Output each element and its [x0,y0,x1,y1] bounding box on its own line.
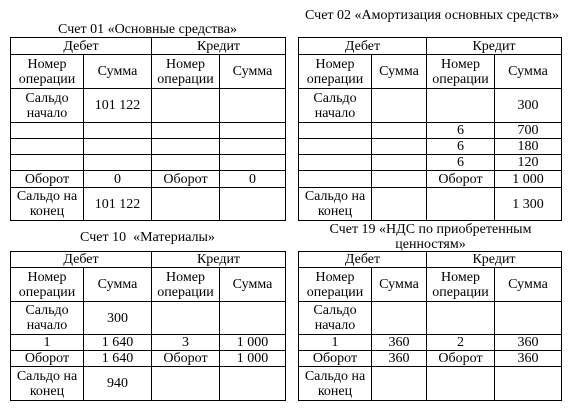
debit-op-cell [11,123,84,139]
op-number-header: Номер операции [152,55,220,89]
debit-amount-cell [372,89,427,123]
credit-op-cell [427,89,495,123]
amount-header: Сумма [372,55,427,89]
amount-header: Сумма [495,55,562,89]
debit-op-cell: Сальдо на конец [299,188,372,221]
amount-header: Сумма [372,268,427,302]
credit-amount-cell: 360 [495,335,562,351]
credit-op-cell: 6 [427,139,495,155]
amount-header: Сумма [495,268,562,302]
account-table [10,251,286,401]
debit-amount-cell [372,155,427,171]
credit-amount-cell [220,367,286,401]
credit-op-cell [152,155,220,171]
credit-amount-cell: 1 000 [220,335,286,351]
credit-amount-cell [495,367,562,401]
credit-op-cell: 2 [427,335,495,351]
debit-amount-cell: 360 [372,335,427,351]
debit-header: Дебет [11,252,152,268]
debit-op-cell: Сальдо начало [299,89,372,123]
credit-op-cell [152,302,220,335]
credit-header: Кредит [152,38,286,55]
debit-amount-cell [372,188,427,221]
credit-amount-cell [220,139,286,155]
op-number-header: Номер операции [299,268,372,302]
credit-amount-cell: 300 [495,89,562,123]
credit-op-cell [152,188,220,221]
debit-amount-cell: 101 122 [84,188,152,221]
amount-header: Сумма [220,268,286,302]
account-title: Счет 01 «Основные средства» [58,22,237,37]
credit-header: Кредит [427,252,562,268]
debit-amount-cell [84,123,152,139]
op-number-header: Номер операции [299,55,372,89]
debit-amount-cell: 1 640 [84,351,152,367]
debit-op-cell [299,171,372,188]
credit-op-cell [152,123,220,139]
credit-header: Кредит [152,252,286,268]
op-number-header: Номер операции [427,268,495,302]
credit-amount-cell [220,89,286,123]
debit-op-cell: Оборот [11,351,84,367]
debit-amount-cell [84,139,152,155]
credit-op-cell [152,89,220,123]
credit-op-cell: 6 [427,123,495,139]
account-table [298,37,562,221]
credit-amount-cell: 0 [220,171,286,188]
debit-amount-cell [84,155,152,171]
debit-amount-cell: 101 122 [84,89,152,123]
debit-amount-cell: 300 [84,302,152,335]
credit-op-cell: 6 [427,155,495,171]
credit-amount-cell: 180 [495,139,562,155]
debit-op-cell: 1 [299,335,372,351]
credit-op-cell [427,367,495,401]
debit-op-cell: Сальдо начало [299,302,372,335]
debit-amount-cell [372,302,427,335]
credit-amount-cell: 1 300 [495,188,562,221]
amount-header: Сумма [220,55,286,89]
credit-amount-cell [220,188,286,221]
op-number-header: Номер операции [11,55,84,89]
debit-op-cell: Сальдо начало [11,89,84,123]
account-title: Счет 02 «Амортизация основных средств» [305,8,559,23]
account-title: Счет 10 «Материалы» [80,230,215,245]
op-number-header: Номер операции [427,55,495,89]
credit-op-cell [427,302,495,335]
debit-op-cell: 1 [11,335,84,351]
credit-amount-cell [495,302,562,335]
debit-amount-cell [372,171,427,188]
debit-amount-cell: 0 [84,171,152,188]
credit-amount-cell: 1 000 [495,171,562,188]
credit-amount-cell: 360 [495,351,562,367]
credit-amount-cell: 700 [495,123,562,139]
debit-op-cell: Сальдо на конец [11,367,84,401]
credit-op-cell: Оборот [152,171,220,188]
debit-amount-cell: 360 [372,351,427,367]
account-table [298,251,562,401]
debit-amount-cell [372,367,427,401]
debit-op-cell [299,155,372,171]
credit-amount-cell [220,155,286,171]
debit-op-cell: Оборот [299,351,372,367]
credit-op-cell [152,139,220,155]
debit-header: Дебет [11,38,152,55]
amount-header: Сумма [84,55,152,89]
debit-amount-cell: 940 [84,367,152,401]
credit-op-cell [427,188,495,221]
credit-amount-cell [220,302,286,335]
credit-op-cell: Оборот [427,171,495,188]
debit-amount-cell [372,139,427,155]
debit-op-cell: Оборот [11,171,84,188]
credit-op-cell [152,367,220,401]
credit-op-cell: Оборот [427,351,495,367]
account-title: Счет 19 «НДС по приобретенным ценностям» [329,222,532,252]
debit-op-cell [299,139,372,155]
credit-op-cell: 3 [152,335,220,351]
account-table [10,37,286,221]
amount-header: Сумма [84,268,152,302]
debit-op-cell [11,155,84,171]
debit-amount-cell [372,123,427,139]
credit-op-cell: Оборот [152,351,220,367]
op-number-header: Номер операции [152,268,220,302]
op-number-header: Номер операции [11,268,84,302]
debit-amount-cell: 1 640 [84,335,152,351]
debit-op-cell [299,123,372,139]
credit-header: Кредит [427,38,562,55]
debit-op-cell: Сальдо на конец [11,188,84,221]
debit-op-cell [11,139,84,155]
credit-amount-cell: 120 [495,155,562,171]
debit-header: Дебет [299,38,427,55]
debit-op-cell: Сальдо на конец [299,367,372,401]
credit-amount-cell: 1 000 [220,351,286,367]
credit-amount-cell [220,123,286,139]
debit-header: Дебет [299,252,427,268]
debit-op-cell: Сальдо начало [11,302,84,335]
